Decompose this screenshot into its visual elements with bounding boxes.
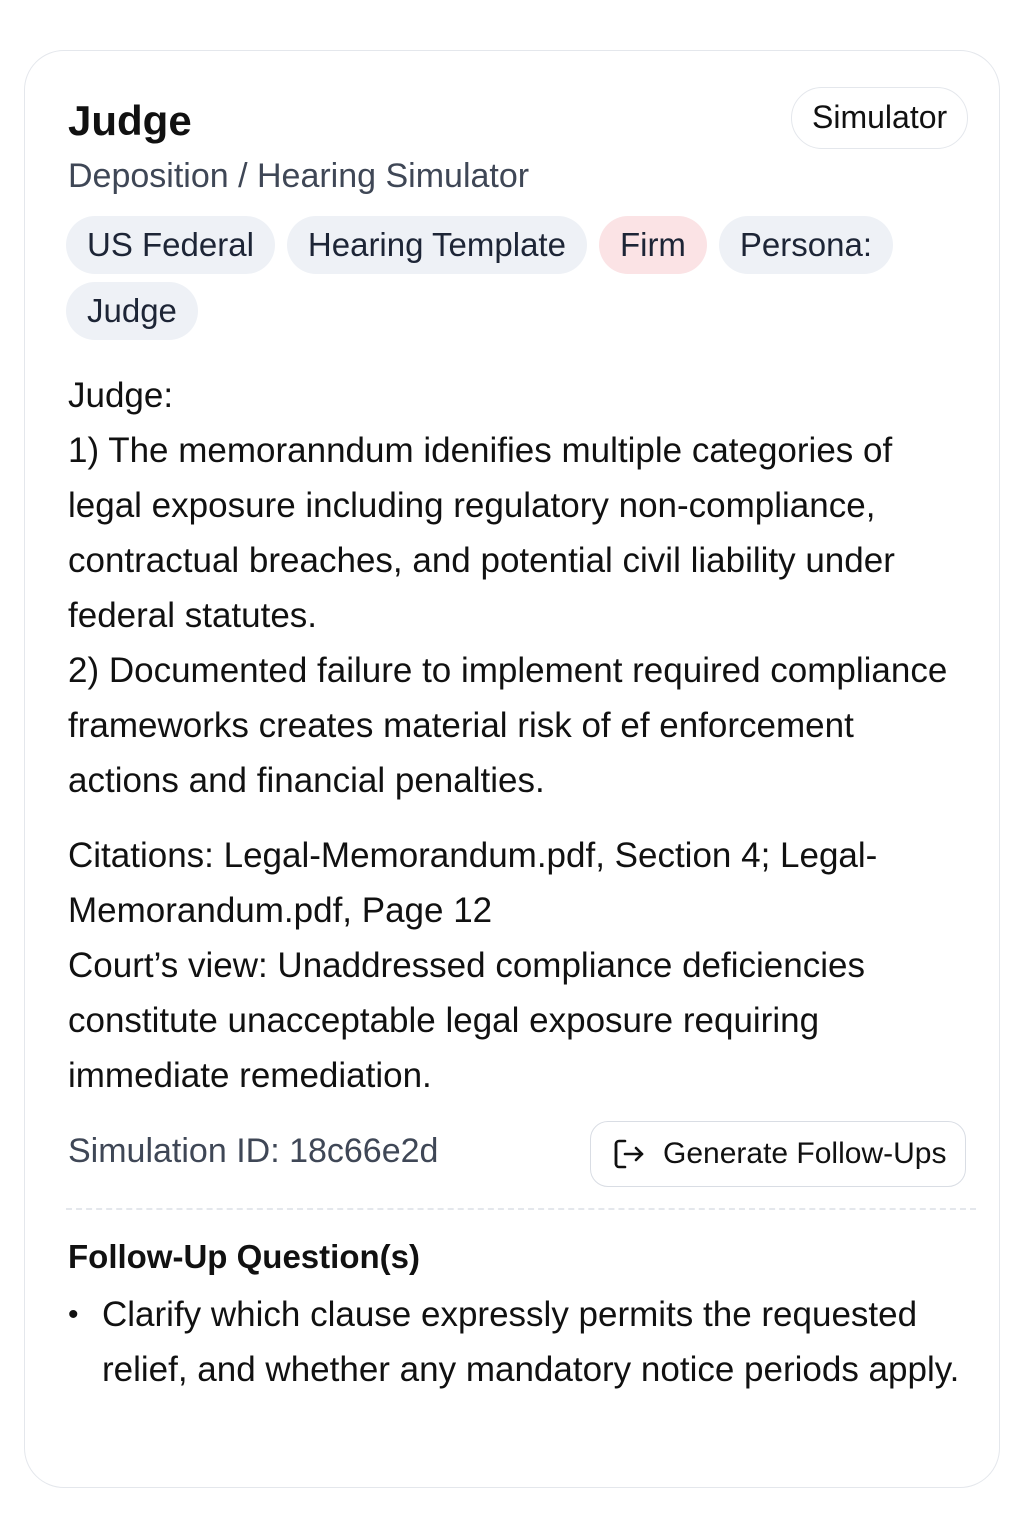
court-view-text: Court’s view: Unaddressed compliance deficiencies constitute unacceptable legal exposure requiring immediate remediation. [68, 946, 865, 1095]
speaker-label: Judge: [68, 376, 174, 415]
tag-persona-label: Persona: [719, 216, 893, 274]
export-arrow-icon [611, 1136, 647, 1172]
simulation-id: Simulation ID: 18c66e2d [68, 1132, 439, 1170]
bullet-icon: • [68, 1298, 79, 1331]
citations-text: Citations: Legal-Memorandum.pdf, Section 4; Legal-Memorandum.pdf, Page 12 [68, 836, 878, 930]
response-point-2: 2) Documented failure to implement required compliance frameworks creates material risk of ef enforcement actions and financial penalties. [68, 651, 948, 800]
simulator-badge: Simulator [791, 87, 968, 149]
section-divider [66, 1208, 976, 1210]
list-item [68, 1287, 978, 1397]
simulator-card [24, 50, 1000, 1488]
tag-firm: Firm [599, 216, 707, 274]
response-point-1: 1) The memoranndum idenifies multiple categories of legal exposure including regulatory non-compliance, contractual breaches, and potential civil liability under federal statutes. [68, 431, 895, 635]
tag-template: Hearing Template [287, 216, 587, 274]
judge-response [68, 368, 968, 1103]
tag-list [66, 216, 946, 340]
generate-follow-ups-label: Generate Follow-Ups [663, 1137, 947, 1170]
follow-up-list [68, 1287, 978, 1397]
tag-jurisdiction: US Federal [66, 216, 275, 274]
follow-up-heading: Follow-Up Question(s) [68, 1238, 420, 1275]
follow-up-question: Clarify which clause expressly permits the requested relief, and whether any mandatory notice periods apply. [102, 1295, 960, 1389]
generate-follow-ups-button[interactable] [590, 1121, 966, 1187]
tag-persona-value: Judge [66, 282, 198, 340]
persona-title: Judge [68, 97, 192, 144]
simulator-subtitle: Deposition / Hearing Simulator [68, 157, 530, 195]
